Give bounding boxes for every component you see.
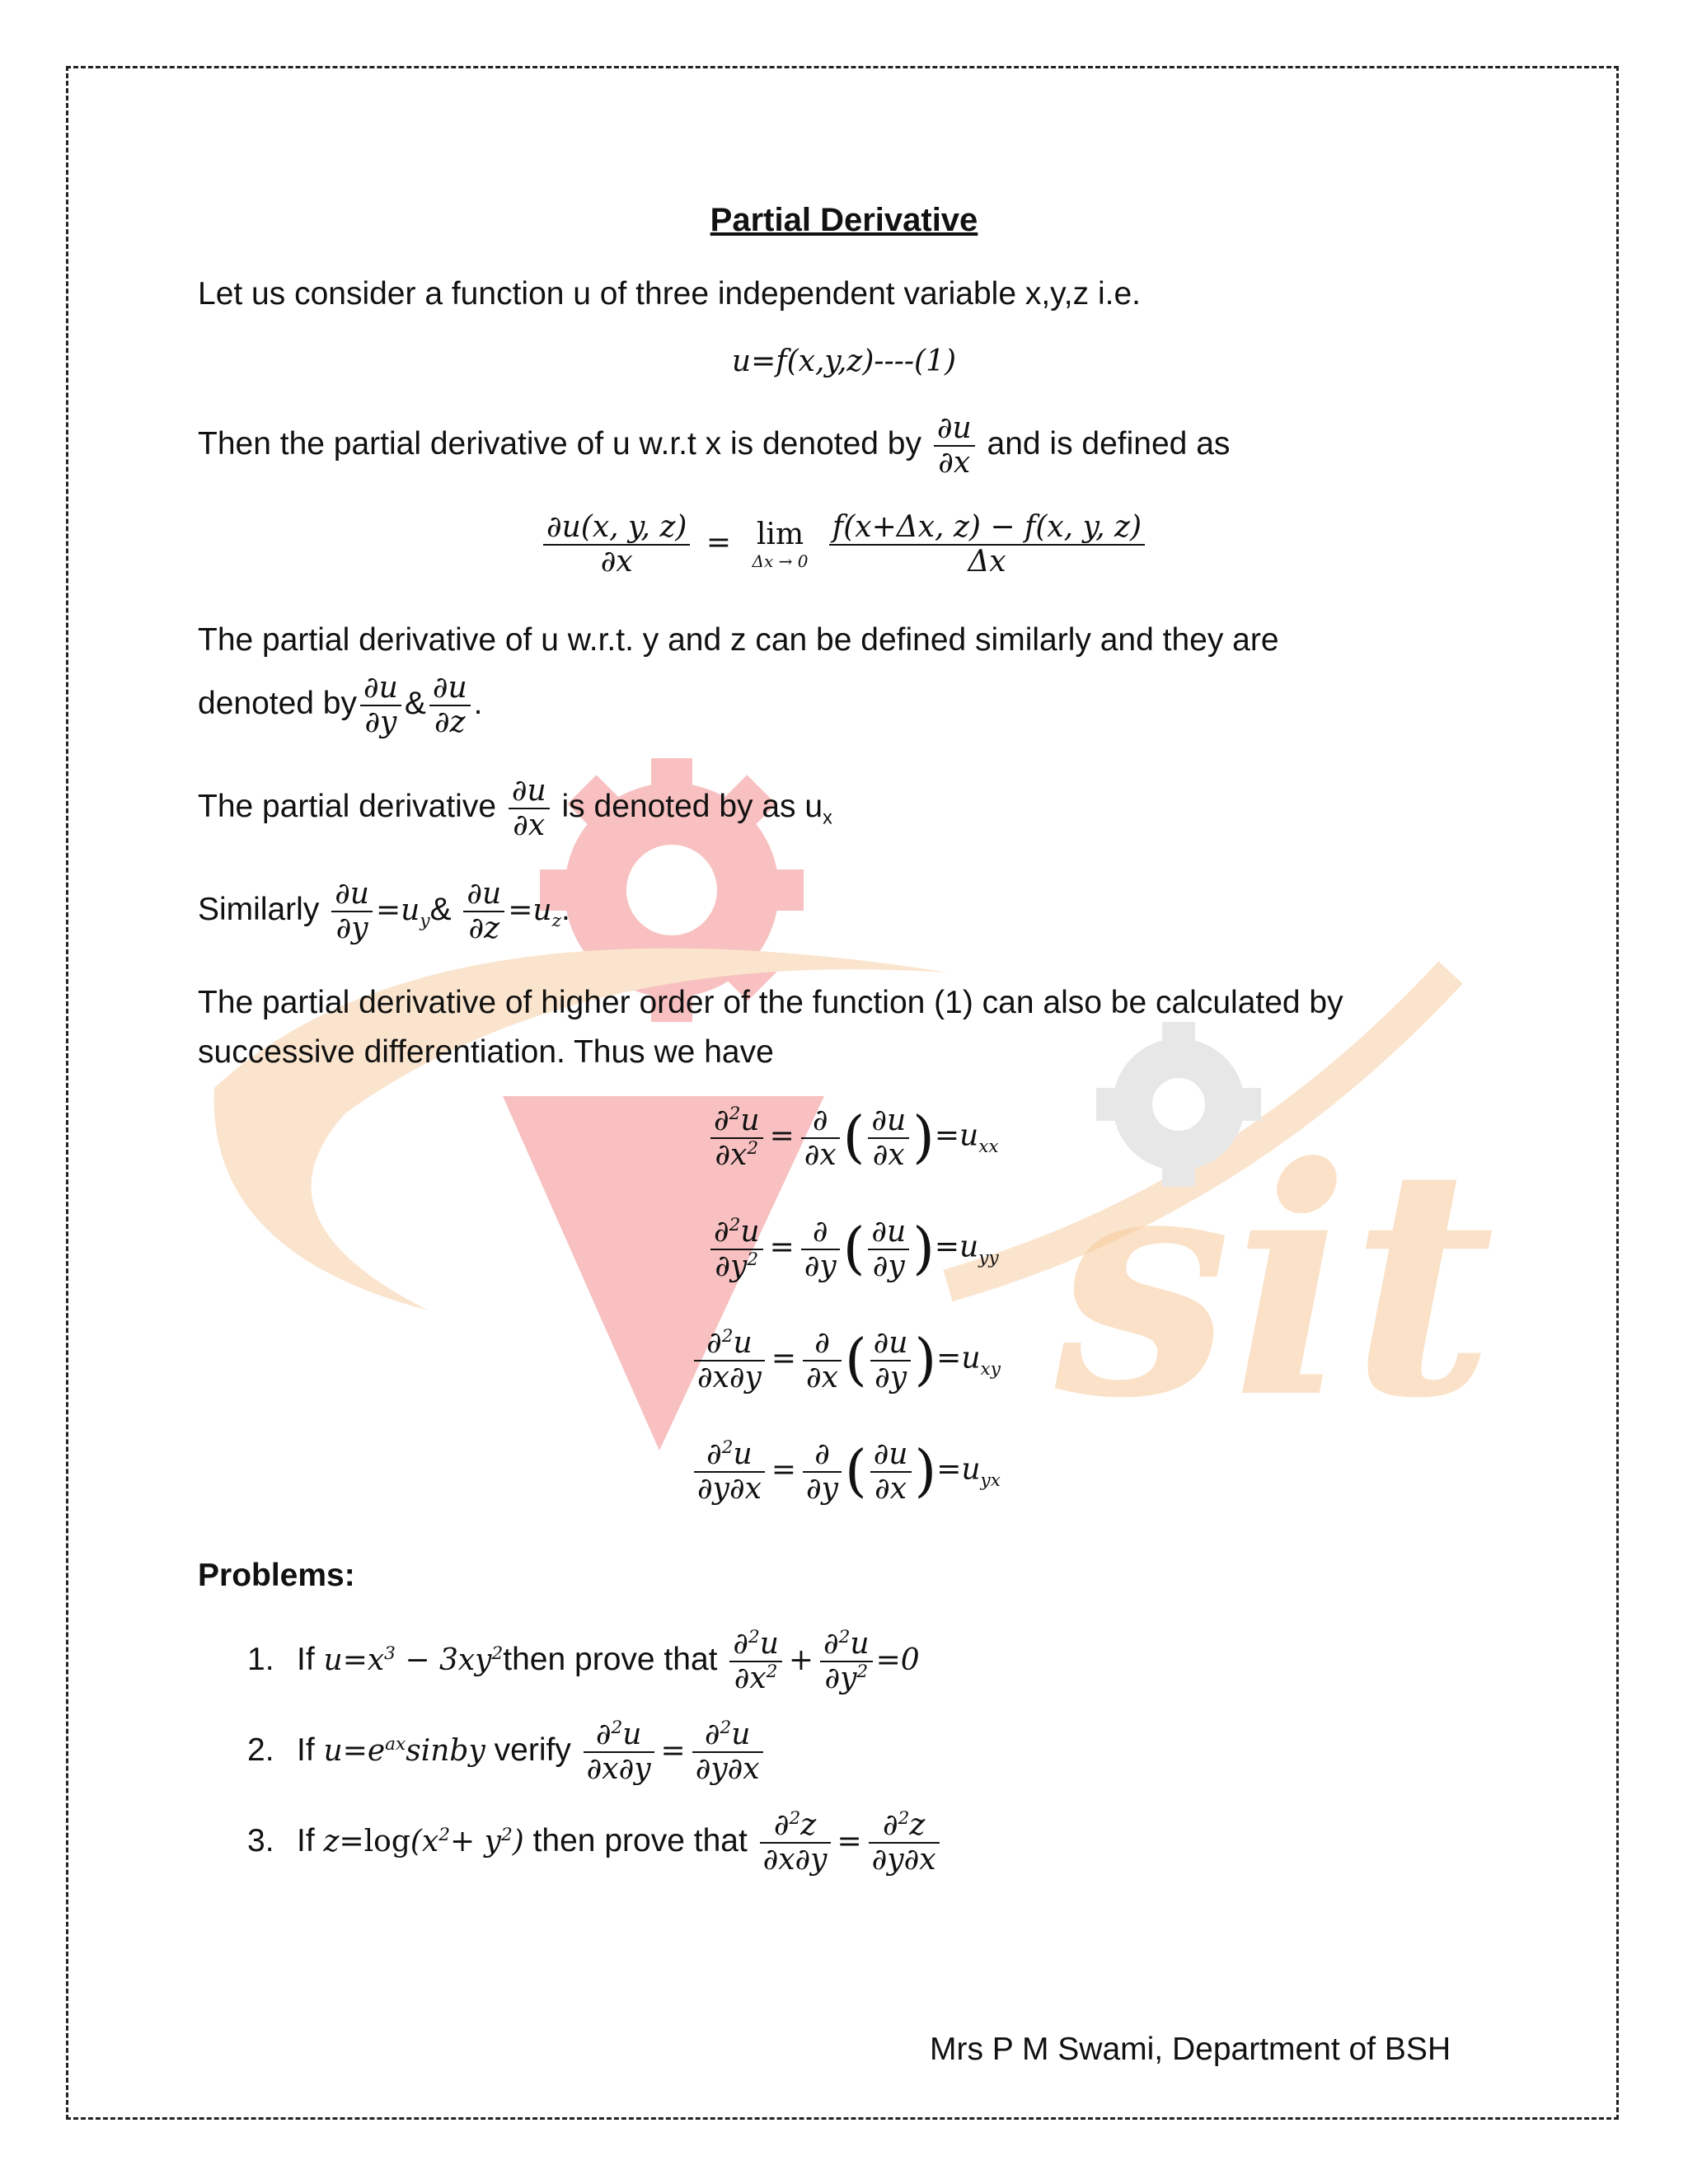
eq-uxx: $\frac{\partial^2u}{\partial x^2}$ = $\frac{\partial}{\partial x}$ ( $\frac{\partial u}{\partial x}$ )$=u_{xx}$ xyxy=(707,1104,999,1171)
problems-heading: Problems: xyxy=(198,1558,355,1593)
similar-definition-line2: denoted by $\frac{\partial u}{\partial y}$ & $\frac{\partial u}{\partial z}$ . xyxy=(198,671,483,739)
higher-order-line2: successive differentiation. Thus we have xyxy=(198,1034,774,1070)
limit-rhs: $\frac{f(x+\Delta x, z) - f(x, y, z)}{\Delta x}$ xyxy=(829,511,1145,578)
du-dx-fraction: $\frac{\partial u}{\partial x}$ xyxy=(934,412,975,479)
problem-2: 2. If $u=e^{ax}sinby$ verify $\frac{\partial^2u}{\partial x\partial y}$ = $\frac{\partial^2u}{\partial y\partial x}$ xyxy=(247,1718,767,1785)
eq-uyx: $\frac{\partial^2u}{\partial y\partial x}$ = $\frac{\partial}{\partial y}$ ( $\frac{\partial u}{\partial x}$ )$=u_{yx}$ xyxy=(691,1438,1001,1505)
eq-uyy: $\frac{\partial^2u}{\partial y^2}$ = $\frac{\partial}{\partial y}$ ( $\frac{\partial u}{\partial y}$ )$=u_{yy}$ xyxy=(707,1216,999,1282)
notation-line: The partial derivative $\frac{\partial u}{\partial x}$ is denoted by as $u_x$ xyxy=(198,774,832,842)
limit-operator: lim Δx → 0 xyxy=(752,518,809,572)
similarly-line: Similarly $\frac{\partial u}{\partial y}$ $=u_y\&$ $\frac{\partial u}{\partial z}$ $=u_z$. xyxy=(198,877,570,945)
limit-lhs: $\frac{\partial u(x, y, z)}{\partial x}$ xyxy=(543,511,691,578)
function-equation: u=f(x,y,z)----(1) xyxy=(731,344,957,378)
page-title: Partial Derivative xyxy=(710,202,978,238)
definition-sentence-start: Then the partial derivative of u w.r.t x is denoted by xyxy=(198,425,921,462)
problem-1: 1. If $u=x^3$ − $3xy^2then$ prove that $\frac{\partial^2u}{\partial x^2}$ + $\frac{\partial^2u}{\partial y^2}$ =0 xyxy=(247,1627,920,1695)
intro-text: Let us consider a function u of three independent variable x,y,z i.e. xyxy=(198,276,1141,312)
problem-3: 3. If $z=\log(x^2+ y^2)$ then prove that $\frac{\partial^2z}{\partial x\partial y}$ = $\frac{\partial^2z}{\partial y\partial x}$ xyxy=(247,1809,943,1876)
definition-sentence xyxy=(198,412,1230,479)
similar-definition-line1: The partial derivative of u w.r.t. y and z can be defined similarly and they are xyxy=(198,622,1279,658)
eq-uxy: $\frac{\partial^2u}{\partial x\partial y}$ = $\frac{\partial}{\partial x}$ ( $\frac{\partial u}{\partial y}$ )$=u_{xy}$ xyxy=(691,1327,1001,1394)
higher-order-line1: The partial derivative of higher order of the function (1) can also be calculated by xyxy=(198,985,1343,1020)
watermark-text: sit xyxy=(1055,1099,1495,1467)
footer-author: Mrs P M Swami, Department of BSH xyxy=(930,2032,1451,2067)
definition-sentence-end: and is defined as xyxy=(987,425,1231,462)
limit-definition: $\frac{\partial u(x, y, z)}{\partial x}$ = lim Δx → 0 $\frac{f(x+\Delta x, z) - f(x, y, z)}{\Delta x}$ xyxy=(0,511,1688,578)
